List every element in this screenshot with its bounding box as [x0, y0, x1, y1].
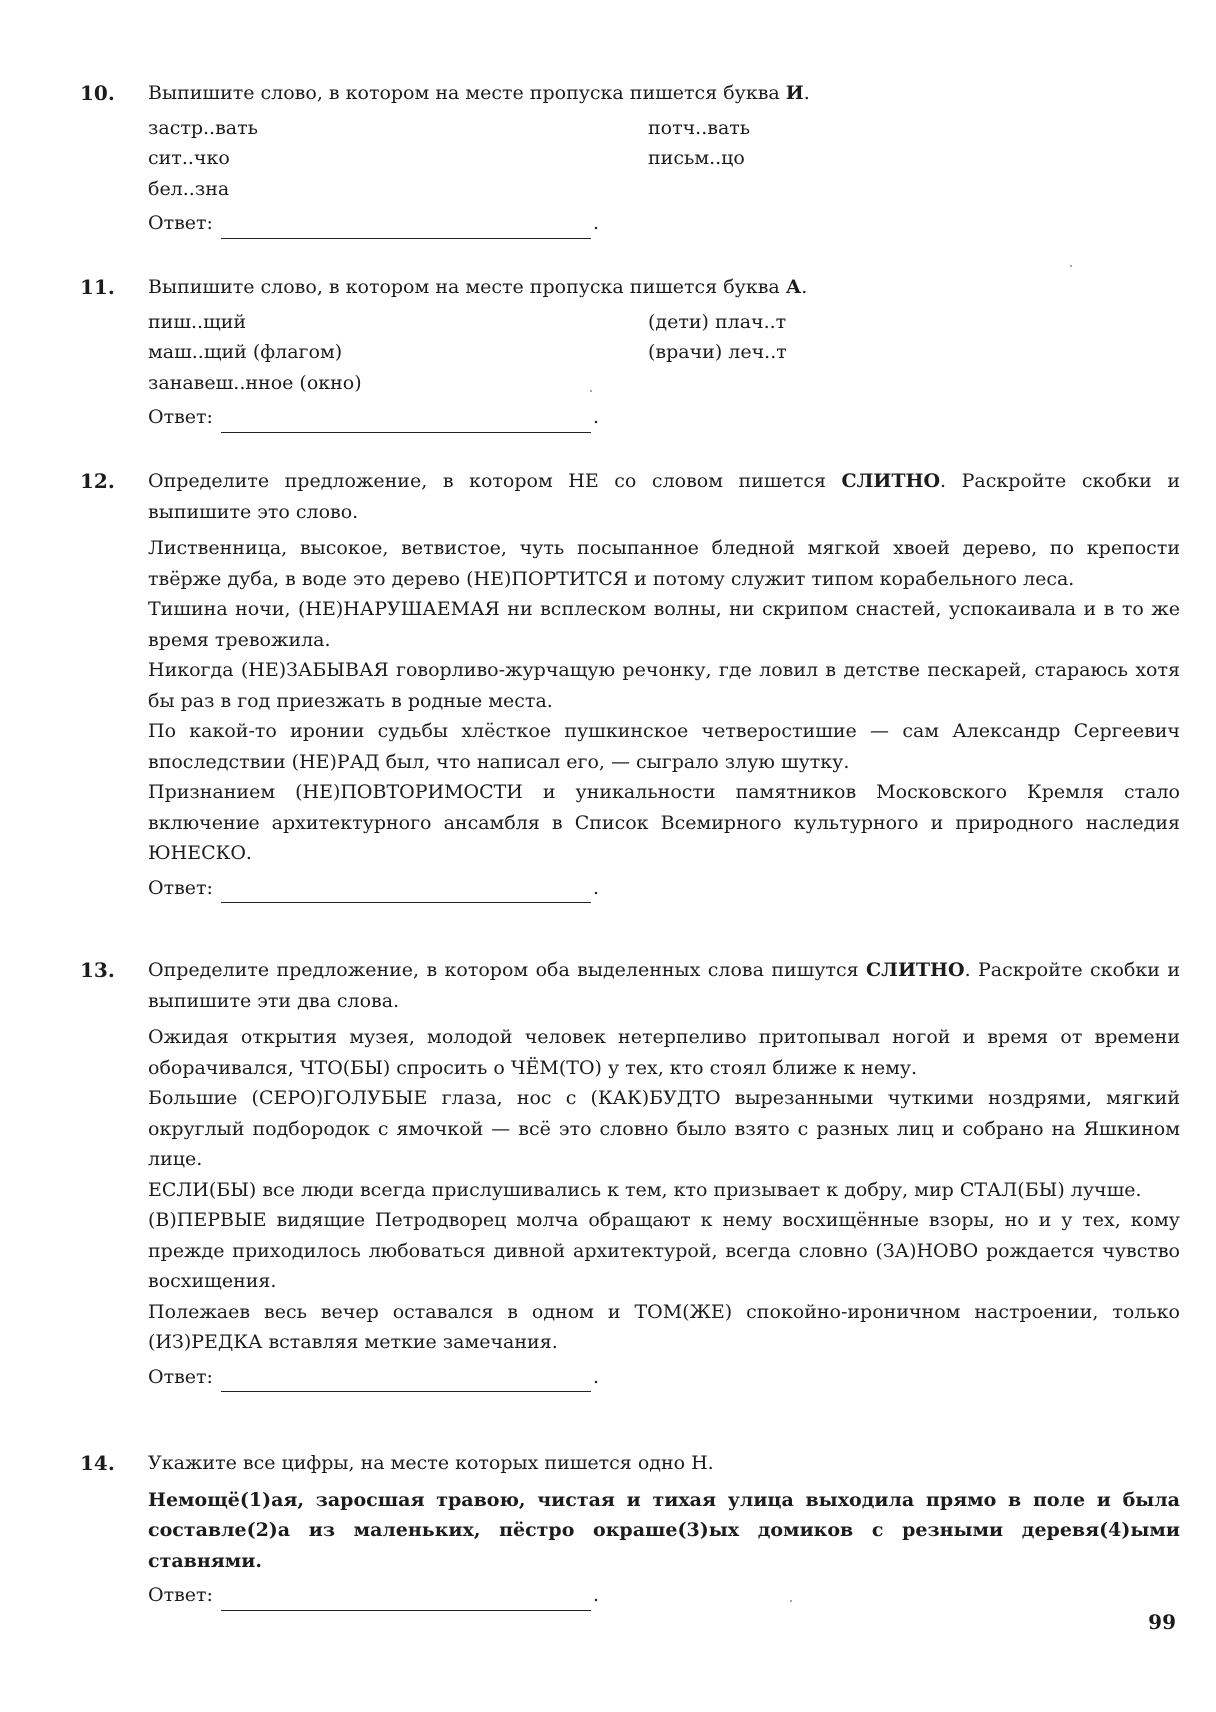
sentence: Большие (СЕРО)ГОЛУБЫЕ глаза, нос с (КАК)БУДТО вырезанными чуткими ноздрями, мягкий округлый подбородок с ямочкой — всё это словно было взято с разных лиц и собрано на Яшкином лице. [148, 1087, 1180, 1170]
sentence: Ожидая открытия музея, молодой человек нетерпеливо притопывал ногой и время от времени оборачивался, ЧТО(БЫ) спросить о ЧЁМ(ТО) у тех, кто стоял ближе к нему. [148, 1026, 1180, 1079]
word-option: маш..щий (флагом) [148, 341, 343, 363]
task-number: 10. [80, 81, 115, 105]
sentence: Полежаев весь вечер оставался в одном и ТОМ(ЖЕ) спокойно-ироничном настроении, только (ИЗ)РЕДКА вставляя меткие замечания. [148, 1300, 1180, 1353]
task-14 [80, 1448, 1180, 1611]
options-left [148, 307, 648, 399]
scan-speck [790, 1600, 792, 1602]
answer-line[interactable] [221, 216, 591, 239]
task-13 [80, 955, 1180, 1392]
options-right [648, 307, 787, 399]
answer-label: Ответ: [148, 876, 213, 899]
answer-row: Ответ: . [148, 402, 1180, 433]
scan-speck [1070, 265, 1072, 267]
word-option: бел..зна [148, 177, 230, 200]
answer-line[interactable] [221, 880, 591, 903]
task-question: Укажите все цифры, на месте которых пишется одно Н. [148, 1452, 714, 1474]
answer-line[interactable] [221, 1369, 591, 1392]
answer-label: Ответ: [148, 406, 213, 428]
task-question: Выпишите слово, в котором на месте пропуска пишется буква А. [148, 276, 808, 298]
answer-row: Ответ: . [148, 208, 1180, 239]
word-option: потч..вать [648, 116, 751, 139]
answer-label: Ответ: [148, 212, 213, 234]
task-10 [80, 78, 1180, 239]
sentence: Никогда (НЕ)ЗАБЫВАЯ говорливо-журчащую речонку, где ловил в детстве пескарей, стараюсь хотя бы раз в год приезжать в родные места. [148, 659, 1180, 712]
task-text: Немощё(1)ая, заросшая травою, чистая и тихая улица выходила прямо в поле и была составле(2)а из маленьких, пёстро окраше(3)ых домиков с резными деревя(4)ыми ставнями. [148, 1488, 1180, 1572]
sentence: По какой-то иронии судьбы хлёсткое пушкинское четверостишие — сам Александр Сергеевич впоследствии (НЕ)РАД был, что написал его, — сыграло злую шутку. [148, 720, 1180, 773]
sentence: Тишина ночи, (НЕ)НАРУШАЕМАЯ ни всплеском волны, ни скрипом снастей, успокаивала и в то же время тревожила. [148, 598, 1180, 651]
task-number: 13. [80, 958, 115, 982]
sentence: (В)ПЕРВЫЕ видящие Петродворец молча обращают к нему восхищённые взоры, но и у тех, кому прежде приходилось любоваться дивной архитектурой, всегда словно (ЗА)НОВО рождается чувство восхищения. [148, 1209, 1180, 1292]
task-number: 14. [80, 1451, 115, 1475]
answer-row: Ответ: . [148, 1580, 1180, 1611]
answer-row: Ответ: . [148, 873, 1180, 904]
answer-line[interactable] [221, 410, 591, 433]
task-number: 11. [80, 275, 115, 299]
page-number: 99 [1148, 1610, 1176, 1634]
sentence: Лиственница, высокое, ветвистое, чуть посыпанное бледной мягкой хвоей дерево, по крепости твёрже дуба, в воде это дерево (НЕ)ПОРТИТСЯ и потому служит типом корабельного леса. [148, 537, 1180, 590]
task-question: Определите предложение, в котором оба выделенных слова пишутся СЛИТНО. Раскройте скобки и выпишите эти два слова. [148, 959, 1180, 1012]
task-question: Выпишите слово, в котором на месте пропуска пишется буква И. [148, 82, 810, 104]
word-option: пиш..щий [148, 310, 247, 333]
word-option: занавеш..нное (окно) [148, 371, 362, 394]
word-option: (дети) плач..т [648, 310, 787, 333]
task-number: 12. [80, 469, 115, 493]
answer-label: Ответ: [148, 1584, 213, 1606]
task-question: Определите предложение, в котором НЕ со словом пишется СЛИТНО. Раскройте скобки и выпишите это слово. [148, 470, 1181, 523]
sentence: Признанием (НЕ)ПОВТОРИМОСТИ и уникальности памятников Московского Кремля стало включение архитектурного ансамбля в Список Всемирного культурного и природного наследия ЮНЕСКО. [148, 781, 1180, 864]
task-12 [80, 466, 1180, 903]
word-option: сит..чко [148, 147, 230, 169]
options-right [648, 113, 750, 205]
answer-row: Ответ: . [148, 1362, 1180, 1393]
word-option: (врачи) леч..т [648, 341, 787, 363]
answer-label: Ответ: [148, 1365, 213, 1388]
sentence: ЕСЛИ(БЫ) все люди всегда прислушивались к тем, кто призывает к добру, мир СТАЛ(БЫ) лучше. [148, 1178, 1142, 1201]
task-11 [80, 272, 1180, 433]
options-left [148, 113, 648, 205]
scan-speck [590, 390, 592, 392]
word-option: письм..цо [648, 147, 745, 169]
word-option: застр..вать [148, 116, 258, 139]
answer-line[interactable] [221, 1588, 591, 1611]
